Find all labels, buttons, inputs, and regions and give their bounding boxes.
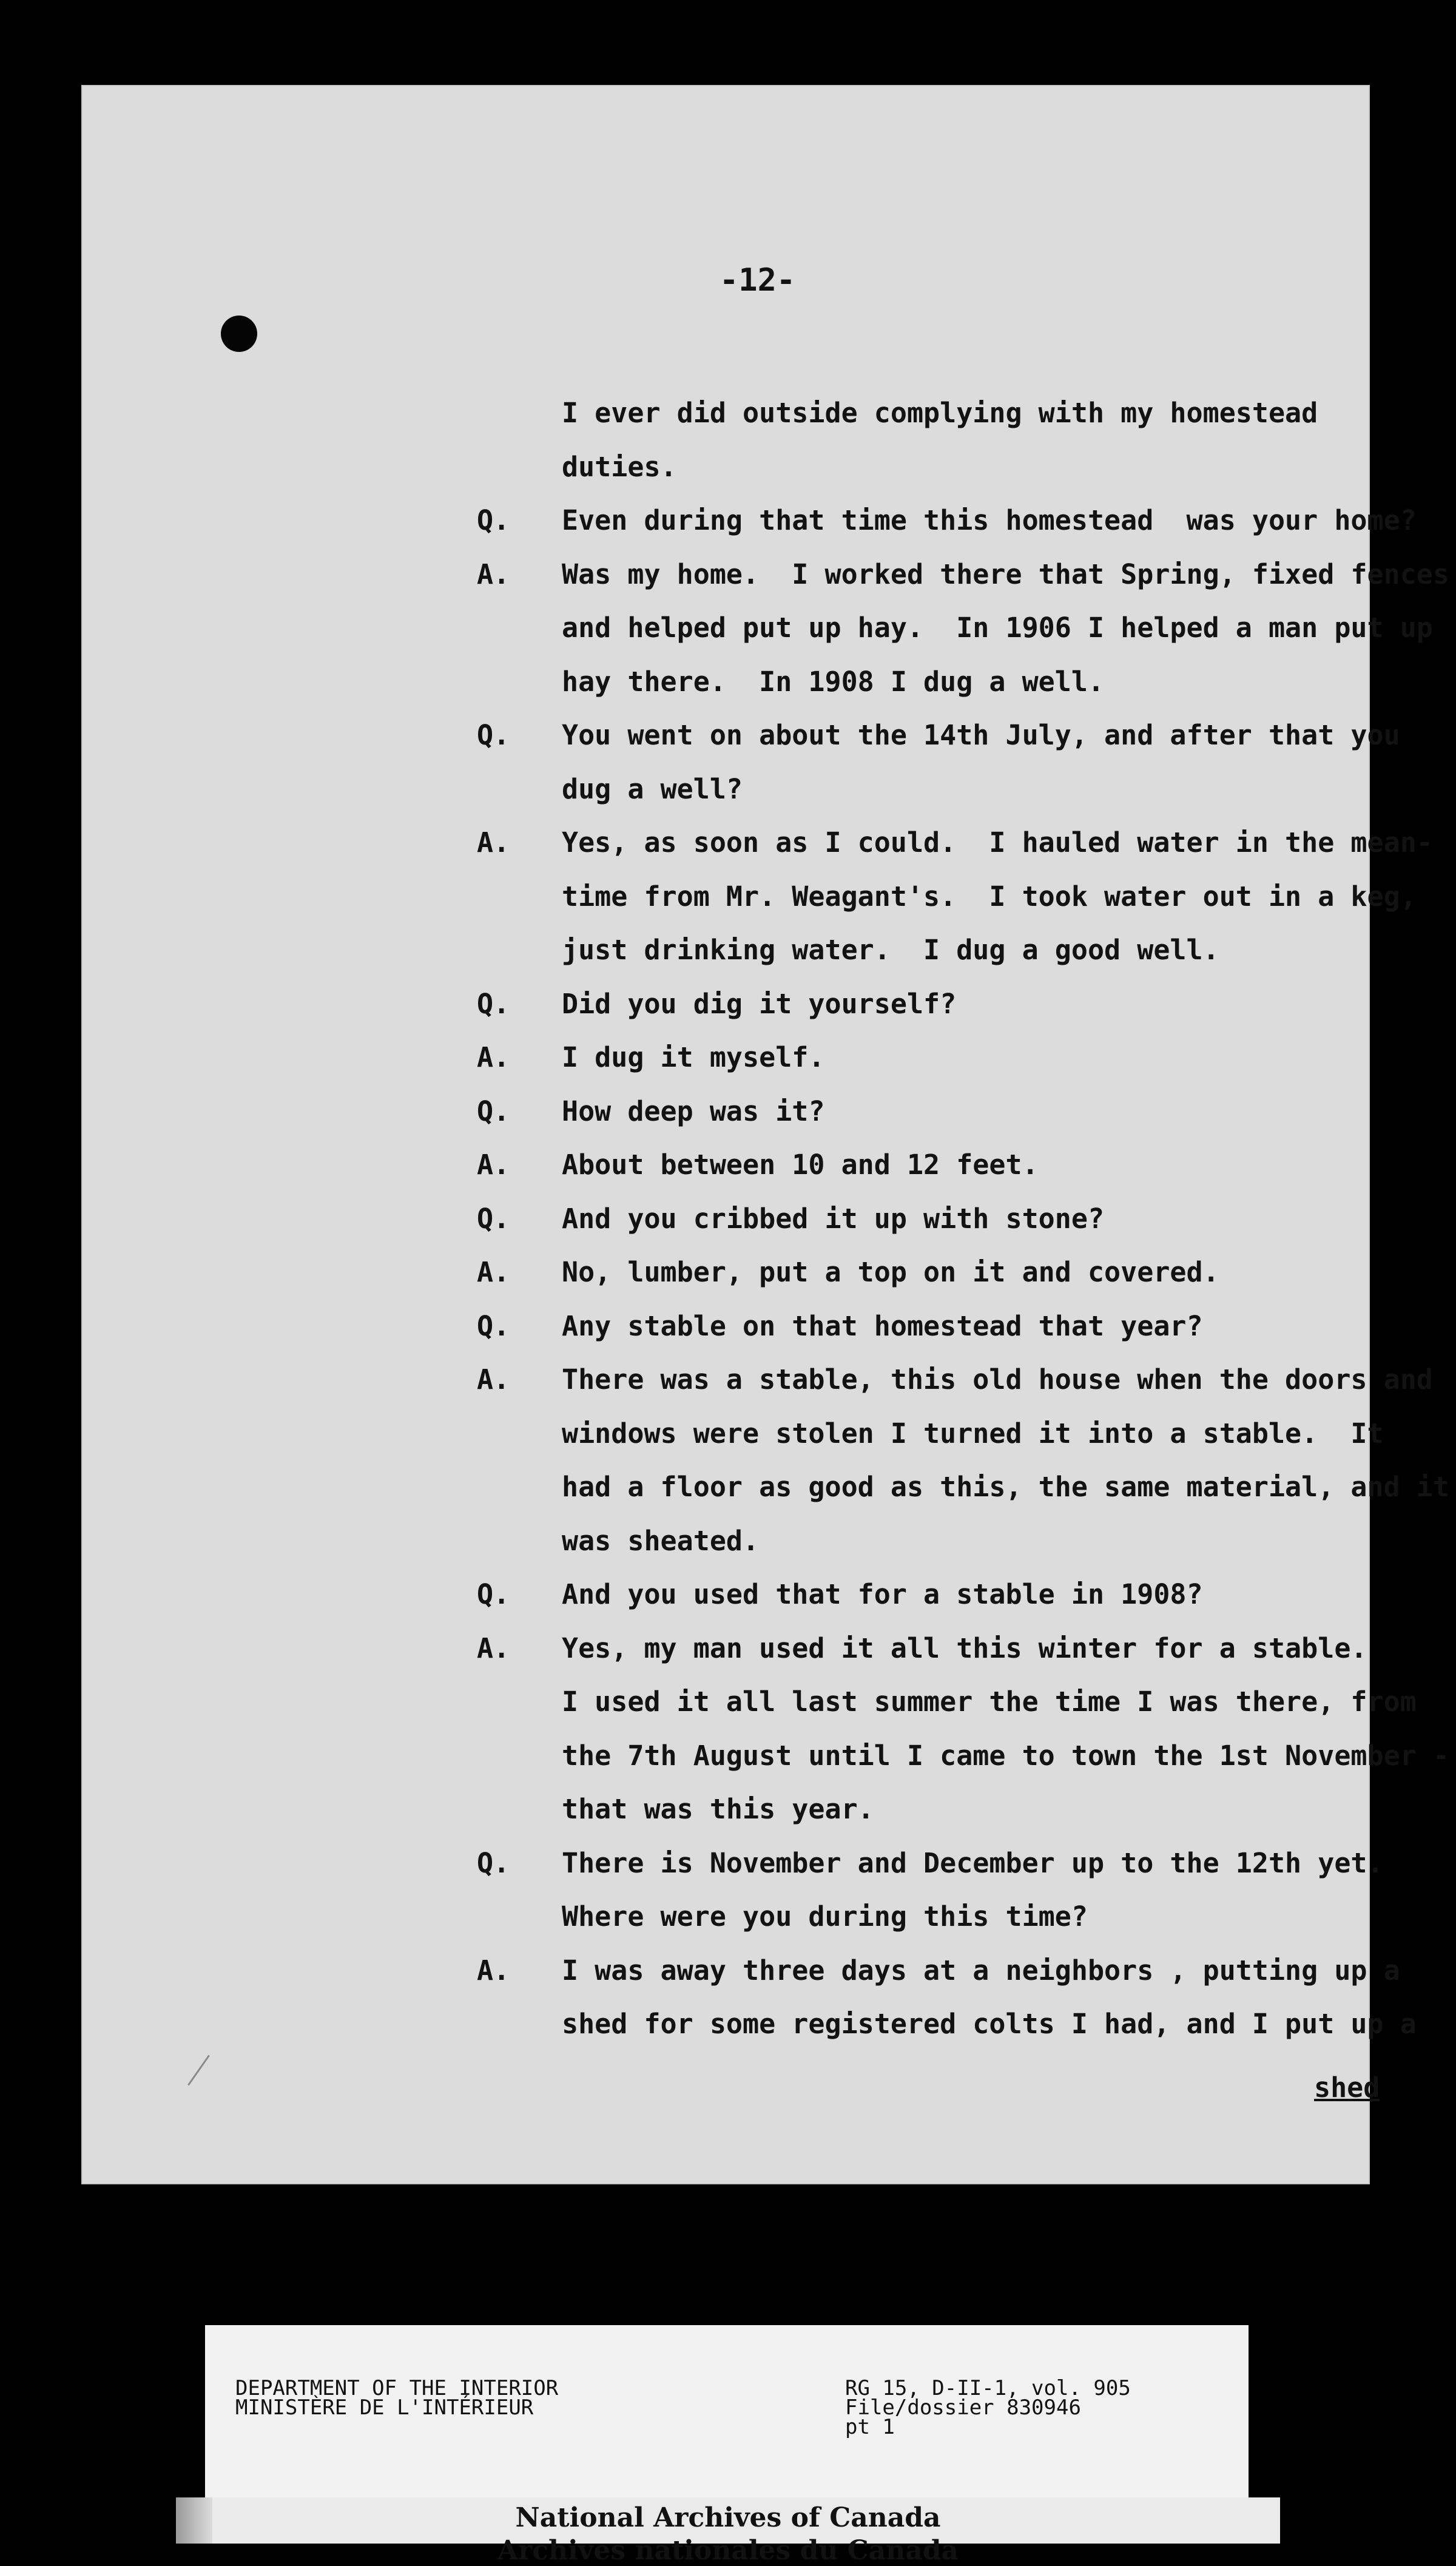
- speaker-label: Q.: [477, 719, 510, 751]
- document-page: [83, 86, 1449, 2183]
- catchword: shed: [1314, 2071, 1380, 2104]
- department-en: DEPARTMENT OF THE INTERIOR: [235, 2376, 559, 2400]
- transcript-line: No, lumber, put a top on it and covered.: [562, 1256, 1219, 1288]
- transcript-line: Yes, my man used it all this winter for a stable.: [562, 1632, 1367, 1664]
- transcript-line: I used it all last summer the time I was there, from: [562, 1686, 1417, 1718]
- part-number: pt 1: [845, 2415, 895, 2439]
- speaker-label: A.: [477, 826, 510, 859]
- transcript-line: How deep was it?: [562, 1095, 825, 1127]
- speaker-label: Q.: [477, 1309, 510, 1342]
- transcript-line: There was a stable, this old house when the doors and: [562, 1363, 1433, 1396]
- transcript-line: I was away three days at a neighbors , putting up a: [562, 1954, 1400, 1987]
- speaker-label: A.: [477, 558, 510, 590]
- speaker-label: Q.: [477, 1095, 510, 1127]
- speaker-label: A.: [477, 1256, 510, 1288]
- transcript-line: windows were stolen I turned it into a stable. It: [562, 1417, 1384, 1450]
- transcript-line: was sheated.: [562, 1524, 760, 1557]
- speaker-label: Q.: [477, 987, 510, 1020]
- page-number: -12-: [720, 262, 796, 299]
- speaker-label: Q.: [477, 1846, 510, 1879]
- transcript-line: shed for some registered colts I had, and I put up a: [562, 2008, 1417, 2040]
- transcript-line: Any stable on that homestead that year?: [562, 1309, 1203, 1342]
- department-fr: MINISTÈRE DE L'INTÉRIEUR: [235, 2395, 534, 2420]
- reference-block: [845, 2376, 1131, 2439]
- speaker-label: A.: [477, 1149, 510, 1181]
- speaker-label: A.: [477, 1363, 510, 1396]
- transcript-line: You went on about the 14th July, and after that you: [562, 719, 1400, 751]
- speaker-label: Q.: [477, 1202, 510, 1235]
- transcript-line: Did you dig it yourself?: [562, 987, 957, 1020]
- speaker-label: A.: [477, 1954, 510, 1987]
- transcript-line: I dug it myself.: [562, 1041, 825, 1073]
- transcript-line: Yes, as soon as I could. I hauled water in the mean-: [562, 826, 1433, 859]
- transcript-line: And you used that for a stable in 1908?: [562, 1578, 1203, 1610]
- transcript-line: Where were you during this time?: [562, 1900, 1088, 1933]
- transcript-line: I ever did outside complying with my homestead: [562, 397, 1318, 429]
- archive-reference-label: [205, 2325, 1249, 2497]
- speaker-label: A.: [477, 1041, 510, 1073]
- speaker-label: Q.: [477, 1578, 510, 1610]
- transcript-line: just drinking water. I dug a good well.: [562, 934, 1219, 966]
- department-block: [235, 2376, 559, 2420]
- archive-name-en: National Archives of Canada: [515, 2502, 941, 2533]
- archive-name-fr: Archives nationales du Canada: [497, 2535, 959, 2566]
- transcript-line: And you cribbed it up with stone?: [562, 1202, 1105, 1235]
- transcript-line: There is November and December up to the 12th yet.: [562, 1846, 1384, 1879]
- file-number: File/dossier 830946: [845, 2395, 1081, 2420]
- transcript-line: Even during that time this homestead was your home?: [562, 504, 1417, 536]
- speaker-label: Q.: [477, 504, 510, 536]
- transcript-line: that was this year.: [562, 1793, 874, 1825]
- transcript-line: hay there. In 1908 I dug a well.: [562, 665, 1105, 698]
- transcript-line: had a floor as good as this, the same material, and it: [562, 1471, 1449, 1503]
- transcript-line: time from Mr. Weagant's. I took water out in a keg,: [562, 880, 1417, 913]
- transcript: [83, 86, 1449, 2183]
- transcript-line: and helped put up hay. In 1906 I helped a man put up: [562, 612, 1433, 644]
- transcript-line: duties.: [562, 450, 677, 483]
- archive-footer: [176, 2497, 1280, 2566]
- transcript-line: dug a well?: [562, 772, 743, 805]
- speaker-label: A.: [477, 1632, 510, 1664]
- record-group: RG 15, D-II-1, vol. 905: [845, 2376, 1131, 2400]
- transcript-line: the 7th August until I came to town the 1st November -: [562, 1739, 1449, 1772]
- transcript-line: Was my home. I worked there that Spring, fixed fences: [562, 558, 1449, 590]
- transcript-line: About between 10 and 12 feet.: [562, 1149, 1039, 1181]
